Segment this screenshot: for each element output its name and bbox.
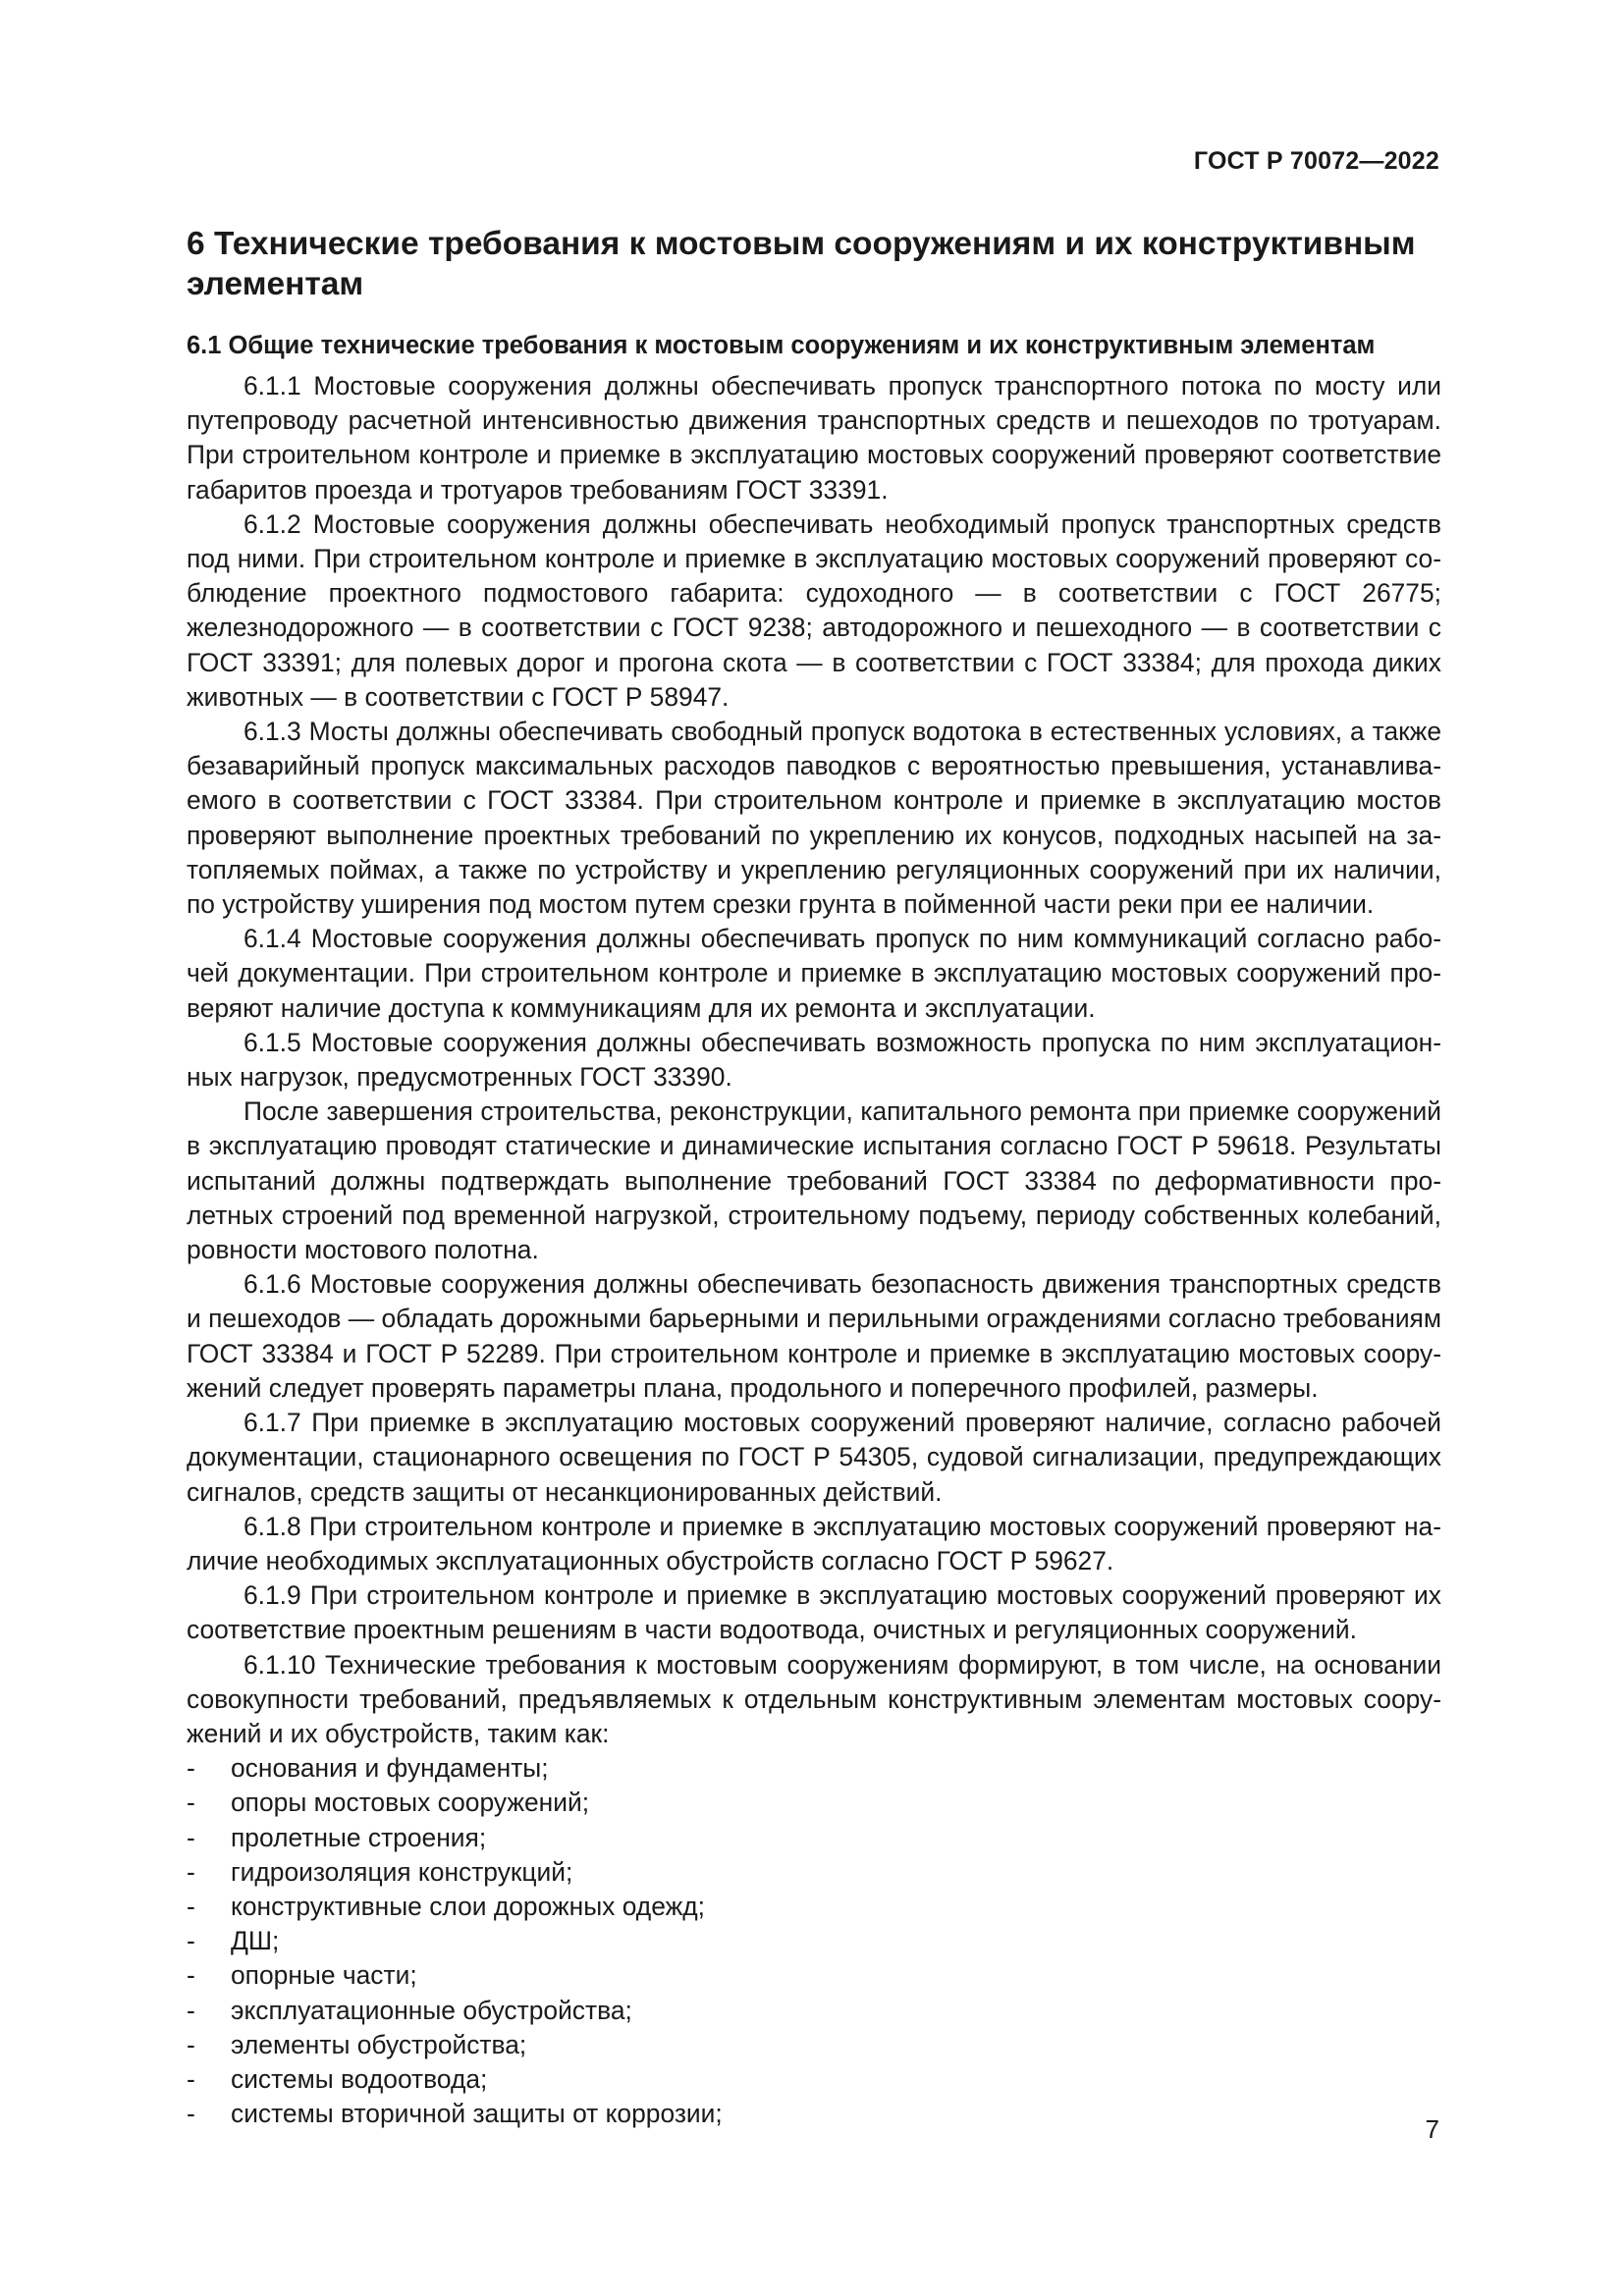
- list-item: - гидроизоляция конструкций;: [187, 1855, 1441, 1890]
- elements-list: [187, 1751, 1441, 2131]
- paragraph-6-1-5-continued: После завершения строительства, реконструкции, капитального ремонта при приемке сооружений в эксплуатацию проводят статические и динамические испытания согласно ГОСТ Р 59618. Результаты испытаний должны подтверждать выполнение требований ГОСТ 33384 по деформативности пролетных строений под временной нагрузкой, строительному подъему, периоду собственных колебаний, ровности мостового полотна.: [187, 1096, 1441, 1265]
- paragraph-6-1-7: 6.1.7 При приемке в эксплуатацию мостовых сооружений проверяют наличие, согласно рабочей документации, стационарного освещения по ГОСТ Р 54305, судовой сигнализации, предупреждающих сигналов, средств защиты от несанкционированных действий.: [187, 1408, 1441, 1507]
- list-item: - опорные части;: [187, 1958, 1441, 1993]
- paragraph-6-1-4: 6.1.4 Мостовые сооружения должны обеспечивать пропуск по ним коммуникаций согласно рабочей документации. При строительном контроле и приемке в эксплуатацию мостовых сооружений проверяют наличие доступа к коммуникациям для их ремонта и эксплуатации.: [187, 924, 1441, 1023]
- paragraph-6-1-2: 6.1.2 Мостовые сооружения должны обеспечивать необходимый пропуск транспортных средств под ними. При строительном контроле и приемке в эксплуатацию мостовых сооружений проверяют соблюдение проектного подмостового габарита: судоходного — в соответствии с ГОСТ 26775; железнодорожного — в соответствии с ГОСТ 9238; автодорожного и пешеходного — в соответствии с ГОСТ 33391; для полевых дорог и прогона скота — в соответствии с ГОСТ 33384; для прохода диких животных — в соответствии с ГОСТ Р 58947.: [187, 508, 1441, 712]
- paragraph-6-1-5: 6.1.5 Мостовые сооружения должны обеспечивать возможность пропуска по ним эксплуатационных нагрузок, предусмотренных ГОСТ 33390.: [187, 1027, 1441, 1093]
- paragraph-6-1-3: 6.1.3 Мосты должны обеспечивать свободный пропуск водотока в естественных условиях, а также безаварийный пропуск максимальных расходов паводков с вероятностью превышения, устанавливаемого в соответствии с ГОСТ 33384. При строительном контроле и приемке в эксплуатацию мостов проверяют выполнение проектных требований по укреплению их конусов, подходных насыпей на затопляемых поймах, а также по устройству и укреплению регуляционных сооружений при их наличии, по устройству уширения под мостом путем срезки грунта в пойменной части реки при ее наличии.: [187, 717, 1441, 920]
- paragraph-6-1-9: 6.1.9 При строительном контроле и приемке в эксплуатацию мостовых сооружений проверяют их соответствие проектным решениям в части водоотвода, очистных и регуляционных сооружений.: [187, 1580, 1441, 1645]
- document-code: ГОСТ Р 70072—2022: [1193, 147, 1439, 175]
- list-item: - основания и фундаменты;: [187, 1751, 1441, 1786]
- section-title: 6 Технические требования к мостовым сооружениям и их конструктивным элементам: [187, 226, 1416, 302]
- list-item: - опоры мостовых сооружений;: [187, 1786, 1441, 1820]
- list-item: - эксплуатационные обустройства;: [187, 1994, 1441, 2028]
- page-number: 7: [1425, 2114, 1439, 2144]
- list-item: - системы вторичной защиты от коррозии;: [187, 2097, 1441, 2131]
- document-body: [187, 224, 1441, 2131]
- paragraph-6-1-8: 6.1.8 При строительном контроле и приемке в эксплуатацию мостовых сооружений проверяют наличие необходимых эксплуатационных обустройств согласно ГОСТ Р 59627.: [187, 1511, 1441, 1575]
- paragraph-6-1-1: 6.1.1 Мостовые сооружения должны обеспечивать пропуск транспортного потока по мосту или путепроводу расчетной интенсивностью движения транспортных средств и пешеходов по тротуарам. При строительном контроле и приемке в эксплуатацию мостовых сооружений проверяют соответствие габаритов проезда и тротуаров требованиям ГОСТ 33391.: [187, 371, 1441, 505]
- list-item: - элементы обустройства;: [187, 2028, 1441, 2062]
- paragraph-6-1-6: 6.1.6 Мостовые сооружения должны обеспечивать безопасность движения транспортных средств и пешеходов — обладать дорожными барьерными и перильными ограждениями согласно требованиям ГОСТ 33384 и ГОСТ Р 52289. При строительном контроле и приемке в эксплуатацию мостовых сооружений следует проверять параметры плана, продольного и поперечного профилей, размеры.: [187, 1269, 1441, 1403]
- subsection-title: 6.1 Общие технические требования к мостовым сооружениям и их конструктивным элементам: [187, 332, 1376, 359]
- list-item: - системы водоотвода;: [187, 2062, 1441, 2097]
- list-item: - ДШ;: [187, 1924, 1441, 1958]
- list-item: - конструктивные слои дорожных одежд;: [187, 1890, 1441, 1924]
- paragraph-6-1-10: 6.1.10 Технические требования к мостовым сооружениям формируют, в том числе, на основании совокупности требований, предъявляемых к отдельным конструктивным элементам мостовых сооружений и их обустройств, таким как:: [187, 1649, 1441, 1748]
- list-item: - пролетные строения;: [187, 1821, 1441, 1855]
